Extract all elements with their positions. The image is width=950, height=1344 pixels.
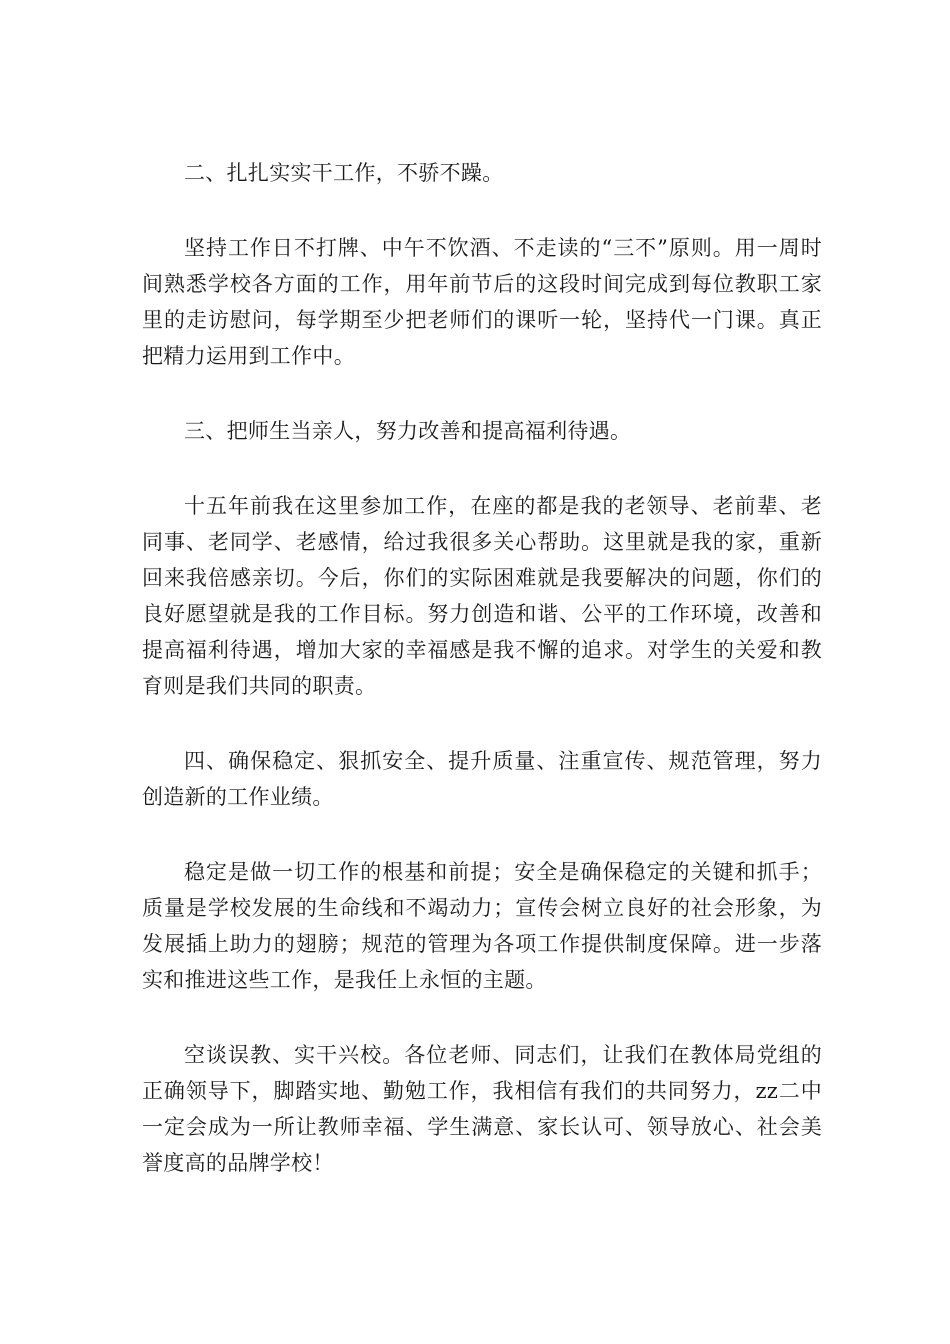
document-body [142,155,822,1220]
closing-paragraph: 空谈误教、实干兴校。各位老师、同志们，让我们在教体局党组的正确领导下，脚踏实地、勤勉工作，我相信有我们的共同努力，zz二中一定会成为一所让教师幸福、学生满意、家长认可、领导放心、社会美誉度高的品牌学校！ [142,1043,822,1175]
paragraph: 坚持工作日不打牌、中午不饮酒、不走读的“三不”原则。用一周时间熟悉学校各方面的工作，用年前节后的这段时间完成到每位教职工家里的走访慰问，每学期至少把老师们的课听一轮，坚持代一门课。真正把精力运用到工作中。 [142,236,822,368]
section-heading-3: 三、把师生当亲人，努力改善和提高福利待遇。 [184,419,632,443]
section-heading-2: 二、扎扎实实干工作，不骄不躁。 [184,161,504,185]
paragraph: 十五年前我在这里参加工作，在座的都是我的老领导、老前辈、老同事、老同学、老感情，给过我很多关心帮助。这里就是我的家，重新回来我倍感亲切。今后，你们的实际困难就是我要解决的问题，你们的良好愿望就是我的工作目标。努力创造和谐、公平的工作环境，改善和提高福利待遇，增加大家的幸福感是我不懈的追求。对学生的关爱和教育则是我们共同的职责。 [142,494,822,698]
paragraph: 稳定是做一切工作的根基和前提；安全是确保稳定的关键和抓手；质量是学校发展的生命线和不竭动力；宣传会树立良好的社会形象，为发展插上助力的翅膀；规范的管理为各项工作提供制度保障。进一步落实和推进这些工作，是我任上永恒的主题。 [142,860,822,992]
section-heading-4: 四、确保稳定、狠抓安全、提升质量、注重宣传、规范管理，努力创造新的工作业绩。 [142,749,822,809]
